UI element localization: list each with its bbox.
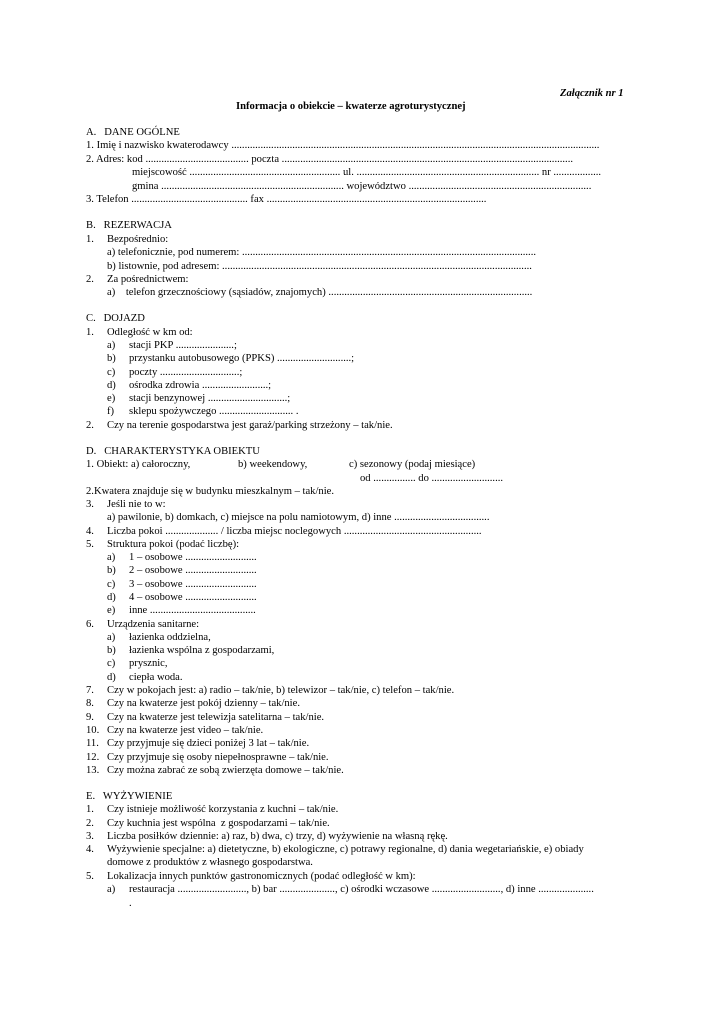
field-address-postal: 2. Adres: kod ....................................... poczta .............................................................................................................. [86, 154, 573, 165]
object-question: Czy można zabrać ze sobą zwierzęta domowe – tak/nie. [107, 765, 344, 776]
list-number: 8. [86, 698, 94, 709]
list-number: 10. [86, 725, 100, 736]
gastronomy-locations-item: restauracja .........................., b) bar ....................., c) ośrodki wczasowe .........................., d) inne ..................... [129, 884, 594, 895]
list-letter: b) [107, 353, 116, 364]
list-number: 1. [86, 234, 94, 245]
object-type-a: 1. Obiekt: a) całoroczny, [86, 459, 191, 470]
distance-item: stacji benzynowej ..............................; [129, 393, 291, 404]
residential-question: 2.Kwatera znajduje się w budynku mieszkalnym – tak/nie. [86, 486, 335, 497]
list-number: 5. [86, 871, 94, 882]
catering-question: Wyżywienie specjalne: a) dietetyczne, b) ekologiczne, c) potrawy regionalne, d) dania wegetariańskie, e) obiady [107, 844, 584, 855]
reservation-courtesy-phone: a) telefon grzecznościowy (sąsiadów, znajomych) ............................................................................. [107, 287, 533, 298]
list-letter: e) [107, 393, 116, 404]
list-letter: c) [107, 658, 116, 669]
list-number: 1. [86, 804, 94, 815]
list-letter: d) [107, 592, 116, 603]
object-question: Czy przyjmuje się dzieci poniżej 3 lat – tak/nie. [107, 738, 310, 749]
rooms-structure-item: 1 – osobowe ........................... [129, 552, 257, 563]
catering-question: Czy kuchnia jest wspólna z gospodarzami – tak/nie. [107, 818, 330, 829]
list-number: 2. [86, 274, 94, 285]
catering-question-continued: domowe z produktów z własnego gospodarstwa. [107, 857, 313, 868]
list-number: 3. [86, 831, 94, 842]
rooms-structure-item: 4 – osobowe ........................... [129, 592, 257, 603]
sanitary-heading: Urządzenia sanitarne: [107, 619, 200, 630]
list-number: 12. [86, 752, 100, 763]
sanitary-item: prysznic, [129, 658, 168, 669]
season-range: od ................ do ........................... [360, 473, 504, 484]
list-letter: a) [107, 552, 116, 563]
list-letter: f) [107, 406, 115, 417]
attachment-label: Załącznik nr 1 [560, 88, 624, 99]
list-letter: b) [107, 645, 116, 656]
rooms-structure-item: inne ........................................ [129, 605, 256, 616]
list-number: 9. [86, 712, 94, 723]
list-number: 11. [86, 738, 99, 749]
distance-item: ośrodka zdrowia .........................; [129, 380, 272, 391]
distance-item: przystanku autobusowego (PPKS) ............................; [129, 353, 355, 364]
list-number: 3. [86, 499, 94, 510]
list-number: 4. [86, 844, 94, 855]
section-e-heading: E. WYŻYWIENIE [86, 791, 173, 802]
object-question: Czy na kwaterze jest pokój dzienny – tak/nie. [107, 698, 300, 709]
list-number: 4. [86, 526, 94, 537]
list-number: 13. [86, 765, 100, 776]
sanitary-item: łazienka oddzielna, [129, 632, 211, 643]
list-letter: a) [107, 632, 116, 643]
catering-question: Czy istnieje możliwość korzystania z kuchni – tak/nie. [107, 804, 339, 815]
object-question: Czy w pokojach jest: a) radio – tak/nie, b) telewizor – tak/nie, c) telefon – tak/nie. [107, 685, 455, 696]
sanitary-item: łazienka wspólna z gospodarzami, [129, 645, 275, 656]
section-a-heading: A. DANE OGÓLNE [86, 127, 180, 138]
field-address-place: miejscowość ......................................................... ul. ..................................................................... nr .................. [132, 167, 602, 178]
list-letter: d) [107, 672, 116, 683]
reservation-agent: Za pośrednictwem: [107, 274, 189, 285]
list-letter: e) [107, 605, 116, 616]
rooms-count: Liczba pokoi .................... / liczba miejsc noclegowych .................................................... [107, 526, 482, 537]
reservation-letter: b) listownie, pod adresem: ..................................................................................................................... [107, 261, 532, 272]
ifnot-options: a) pawilonie, b) domkach, c) miejsce na polu namiotowym, d) inne .................................... [107, 512, 490, 523]
list-letter: d) [107, 380, 116, 391]
distance-heading: Odległość w km od: [107, 327, 193, 338]
reservation-phone: a) telefonicznie, pod numerem: ............................................................................................................... [107, 247, 536, 258]
reservation-direct: Bezpośrednio: [107, 234, 169, 245]
field-address-commune: gmina ..................................................................... województwo ..................................................................... [132, 181, 592, 192]
page-title: Informacja o obiekcie – kwaterze agroturystycznej [236, 101, 466, 112]
ifnot-heading: Jeśli nie to w: [107, 499, 166, 510]
field-phone-fax: 3. Telefon ............................................ fax ................................................................................... [86, 194, 487, 205]
catering-question: Liczba posiłków dziennie: a) raz, b) dwa, c) trzy, d) wyżywienie na własną rękę. [107, 831, 448, 842]
gastronomy-locations-end: . [129, 898, 132, 909]
object-type-b: b) weekendowy, [238, 459, 308, 470]
rooms-structure-item: 2 – osobowe ........................... [129, 565, 257, 576]
section-d-heading: D. CHARAKTERYSTYKA OBIEKTU [86, 446, 260, 457]
distance-item: sklepu spożywczego ............................ . [129, 406, 299, 417]
list-number: 7. [86, 685, 94, 696]
rooms-structure-item: 3 – osobowe ........................... [129, 579, 257, 590]
rooms-structure-heading: Struktura pokoi (podać liczbę): [107, 539, 240, 550]
section-c-heading: C. DOJAZD [86, 313, 145, 324]
list-number: 2. [86, 420, 94, 431]
sanitary-item: ciepła woda. [129, 672, 183, 683]
list-number: 2. [86, 818, 94, 829]
object-question: Czy przyjmuje się osoby niepełnosprawne – tak/nie. [107, 752, 329, 763]
list-letter: c) [107, 367, 116, 378]
object-question: Czy na kwaterze jest video – tak/nie. [107, 725, 264, 736]
list-letter: a) [107, 340, 116, 351]
section-b-heading: B. REZERWACJA [86, 220, 172, 231]
object-question: Czy na kwaterze jest telewizja satelitarna – tak/nie. [107, 712, 325, 723]
garage-question: Czy na terenie gospodarstwa jest garaż/parking strzeżony – tak/nie. [107, 420, 393, 431]
list-number: 6. [86, 619, 94, 630]
distance-item: poczty ..............................; [129, 367, 243, 378]
list-number: 1. [86, 327, 94, 338]
list-number: 5. [86, 539, 94, 550]
object-type-c: c) sezonowy (podaj miesiące) [349, 459, 476, 470]
list-letter: c) [107, 579, 116, 590]
gastronomy-locations-heading: Lokalizacja innych punktów gastronomicznych (podać odległość w km): [107, 871, 416, 882]
list-letter: b) [107, 565, 116, 576]
field-owner-name: 1. Imię i nazwisko kwaterodawcy ........................................................................................................................................... [86, 140, 600, 151]
list-letter: a) [107, 884, 116, 895]
distance-item: stacji PKP ......................; [129, 340, 237, 351]
